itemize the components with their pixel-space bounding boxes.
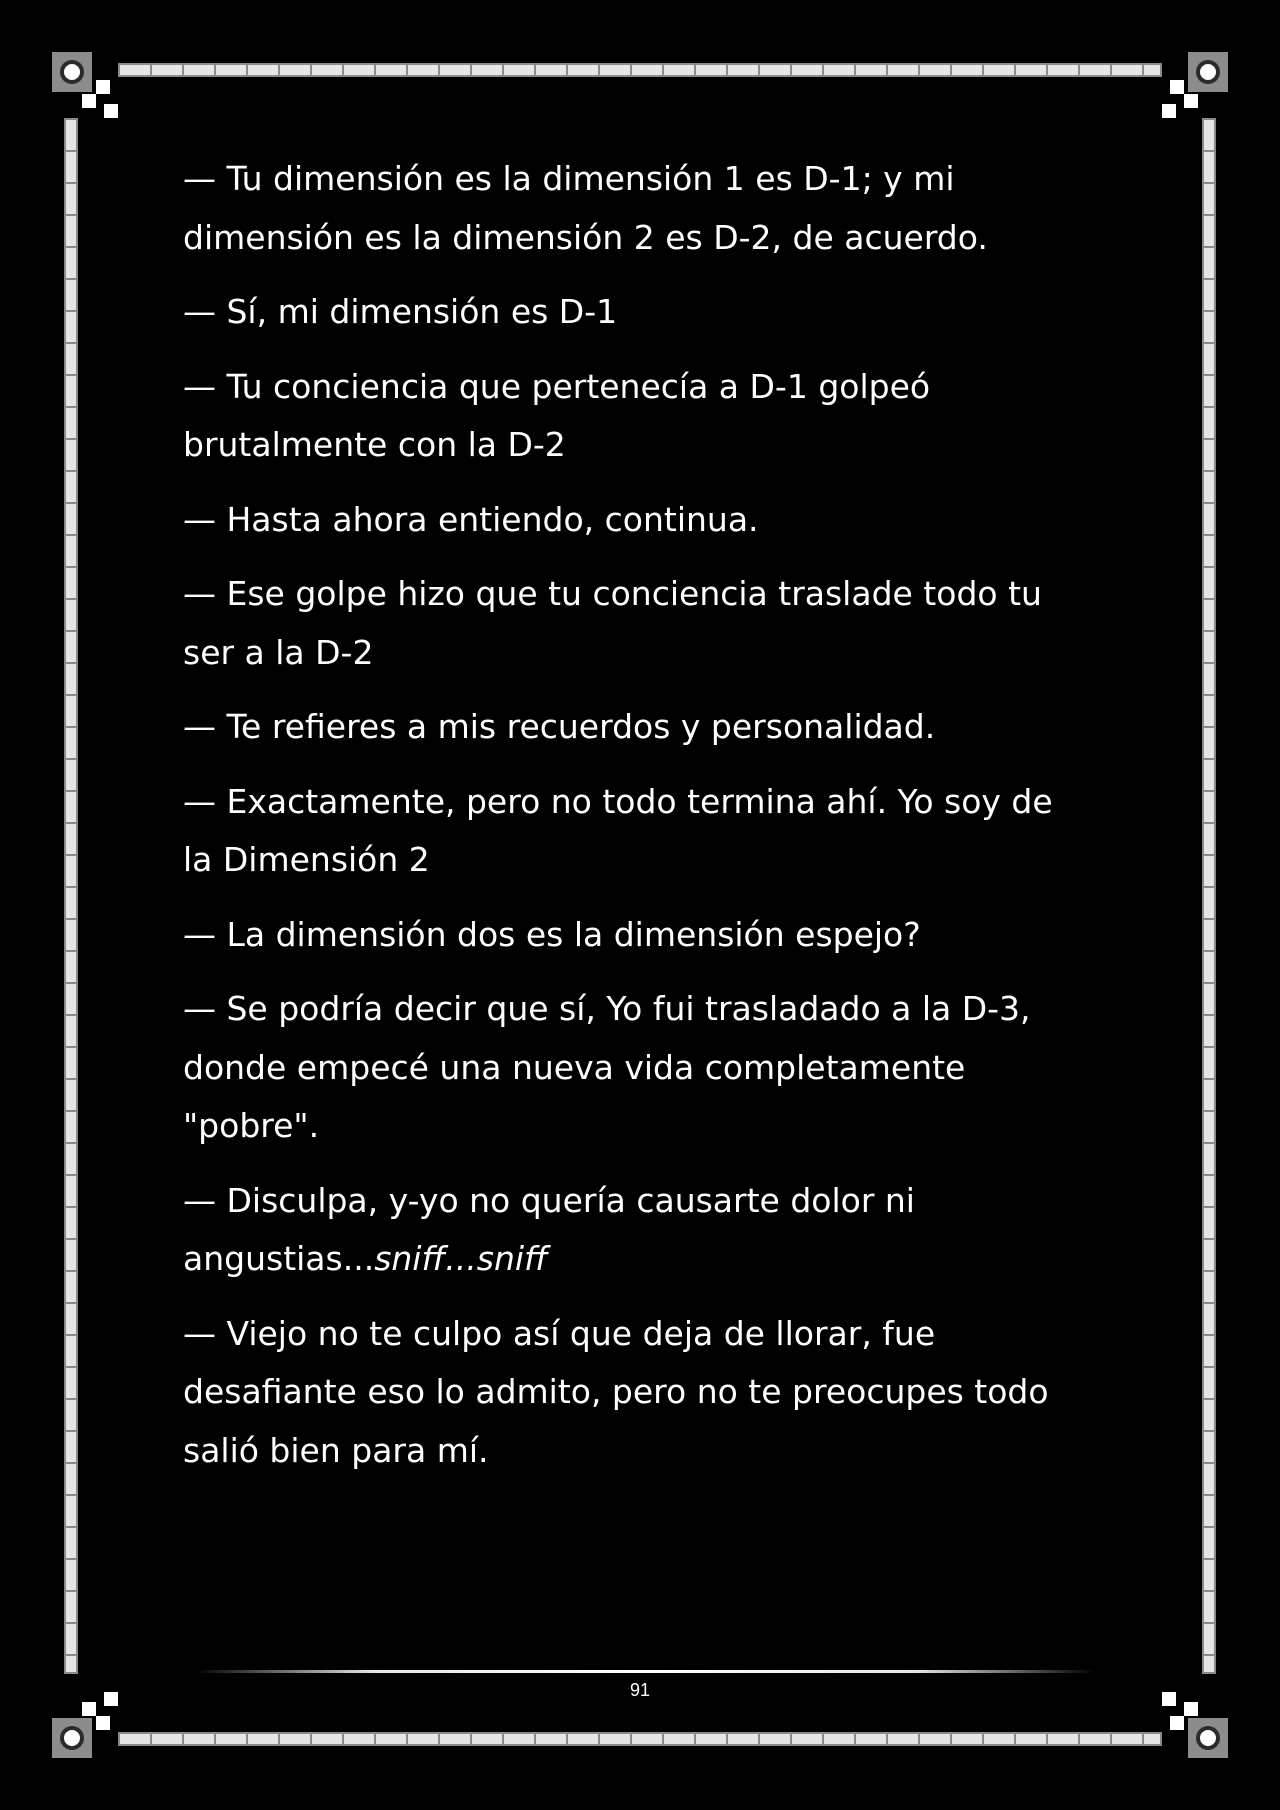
frame-border-top (118, 63, 1162, 77)
frame-corner-ring (52, 52, 92, 92)
dialogue-paragraph (183, 358, 1083, 475)
frame-border-right (1202, 118, 1216, 1674)
dialogue-line: — Tu dimensión es la dimensión 1 es D-1; y mi dimensión es la dimensión 2 es D-2, de acuerdo. (183, 159, 988, 257)
dialogue-paragraph (183, 1172, 1083, 1289)
dialogue-line: — La dimensión dos es la dimensión espejo? (183, 914, 921, 954)
frame-corner-top-left (52, 52, 122, 122)
page-number: 91 (629, 1680, 651, 1700)
dialogue-paragraph (183, 980, 1083, 1156)
dialogue-line: — Tu conciencia que pertenecía a D-1 golpeó brutalmente con la D-2 (183, 366, 931, 464)
dialogue-paragraph (183, 491, 1083, 550)
dialogue-paragraph (183, 150, 1083, 267)
frame-border-left (64, 118, 78, 1674)
frame-corner-ring (1188, 52, 1228, 92)
frame-corner-square (96, 80, 110, 94)
footer-divider (195, 1670, 1095, 1673)
frame-corner-square (104, 104, 118, 118)
frame-corner-top-right (1158, 52, 1228, 122)
frame-corner-square (1184, 94, 1198, 108)
frame-corner-square (96, 1716, 110, 1730)
dialogue-line: — Hasta ahora entiendo, continua. (183, 499, 759, 539)
dialogue-paragraph (183, 773, 1083, 890)
frame-corner-ring (52, 1718, 92, 1758)
frame-corner-square (1162, 104, 1176, 118)
page-text-body (183, 150, 1083, 1496)
dialogue-italic-sound: sniff...sniff (374, 1239, 548, 1278)
frame-corner-square (82, 1702, 96, 1716)
dialogue-line: — Ese golpe hizo que tu conciencia traslade todo tu ser a la D-2 (183, 574, 1042, 672)
dialogue-line: — Disculpa, y-yo no quería causarte dolor ni angustias... (183, 1180, 915, 1278)
dialogue-line: — Se podría decir que sí, Yo fui trasladado a la D-3, donde empecé una nueva vida completamente "pobre". (183, 989, 1031, 1145)
dialogue-line: — Viejo no te culpo así que deja de llorar, fue desafiante eso lo admito, pero no te preocupes todo salió bien para mí. (183, 1313, 1049, 1470)
dialogue-line: — Te refieres a mis recuerdos y personalidad. (183, 707, 936, 746)
frame-corner-square (1184, 1702, 1198, 1716)
frame-corner-square (1170, 80, 1184, 94)
frame-border-bottom (118, 1732, 1162, 1746)
dialogue-paragraph (183, 283, 1083, 342)
dialogue-paragraph (183, 1305, 1083, 1481)
frame-corner-ring (1188, 1718, 1228, 1758)
frame-corner-square (82, 94, 96, 108)
dialogue-line: — Sí, mi dimensión es D-1 (183, 292, 618, 331)
dialogue-line: — Exactamente, pero no todo termina ahí. Yo soy de la Dimensión 2 (183, 781, 1053, 879)
dialogue-paragraph (183, 906, 1083, 965)
dialogue-paragraph (183, 565, 1083, 682)
frame-corner-square (1170, 1716, 1184, 1730)
dialogue-paragraph (183, 698, 1083, 757)
